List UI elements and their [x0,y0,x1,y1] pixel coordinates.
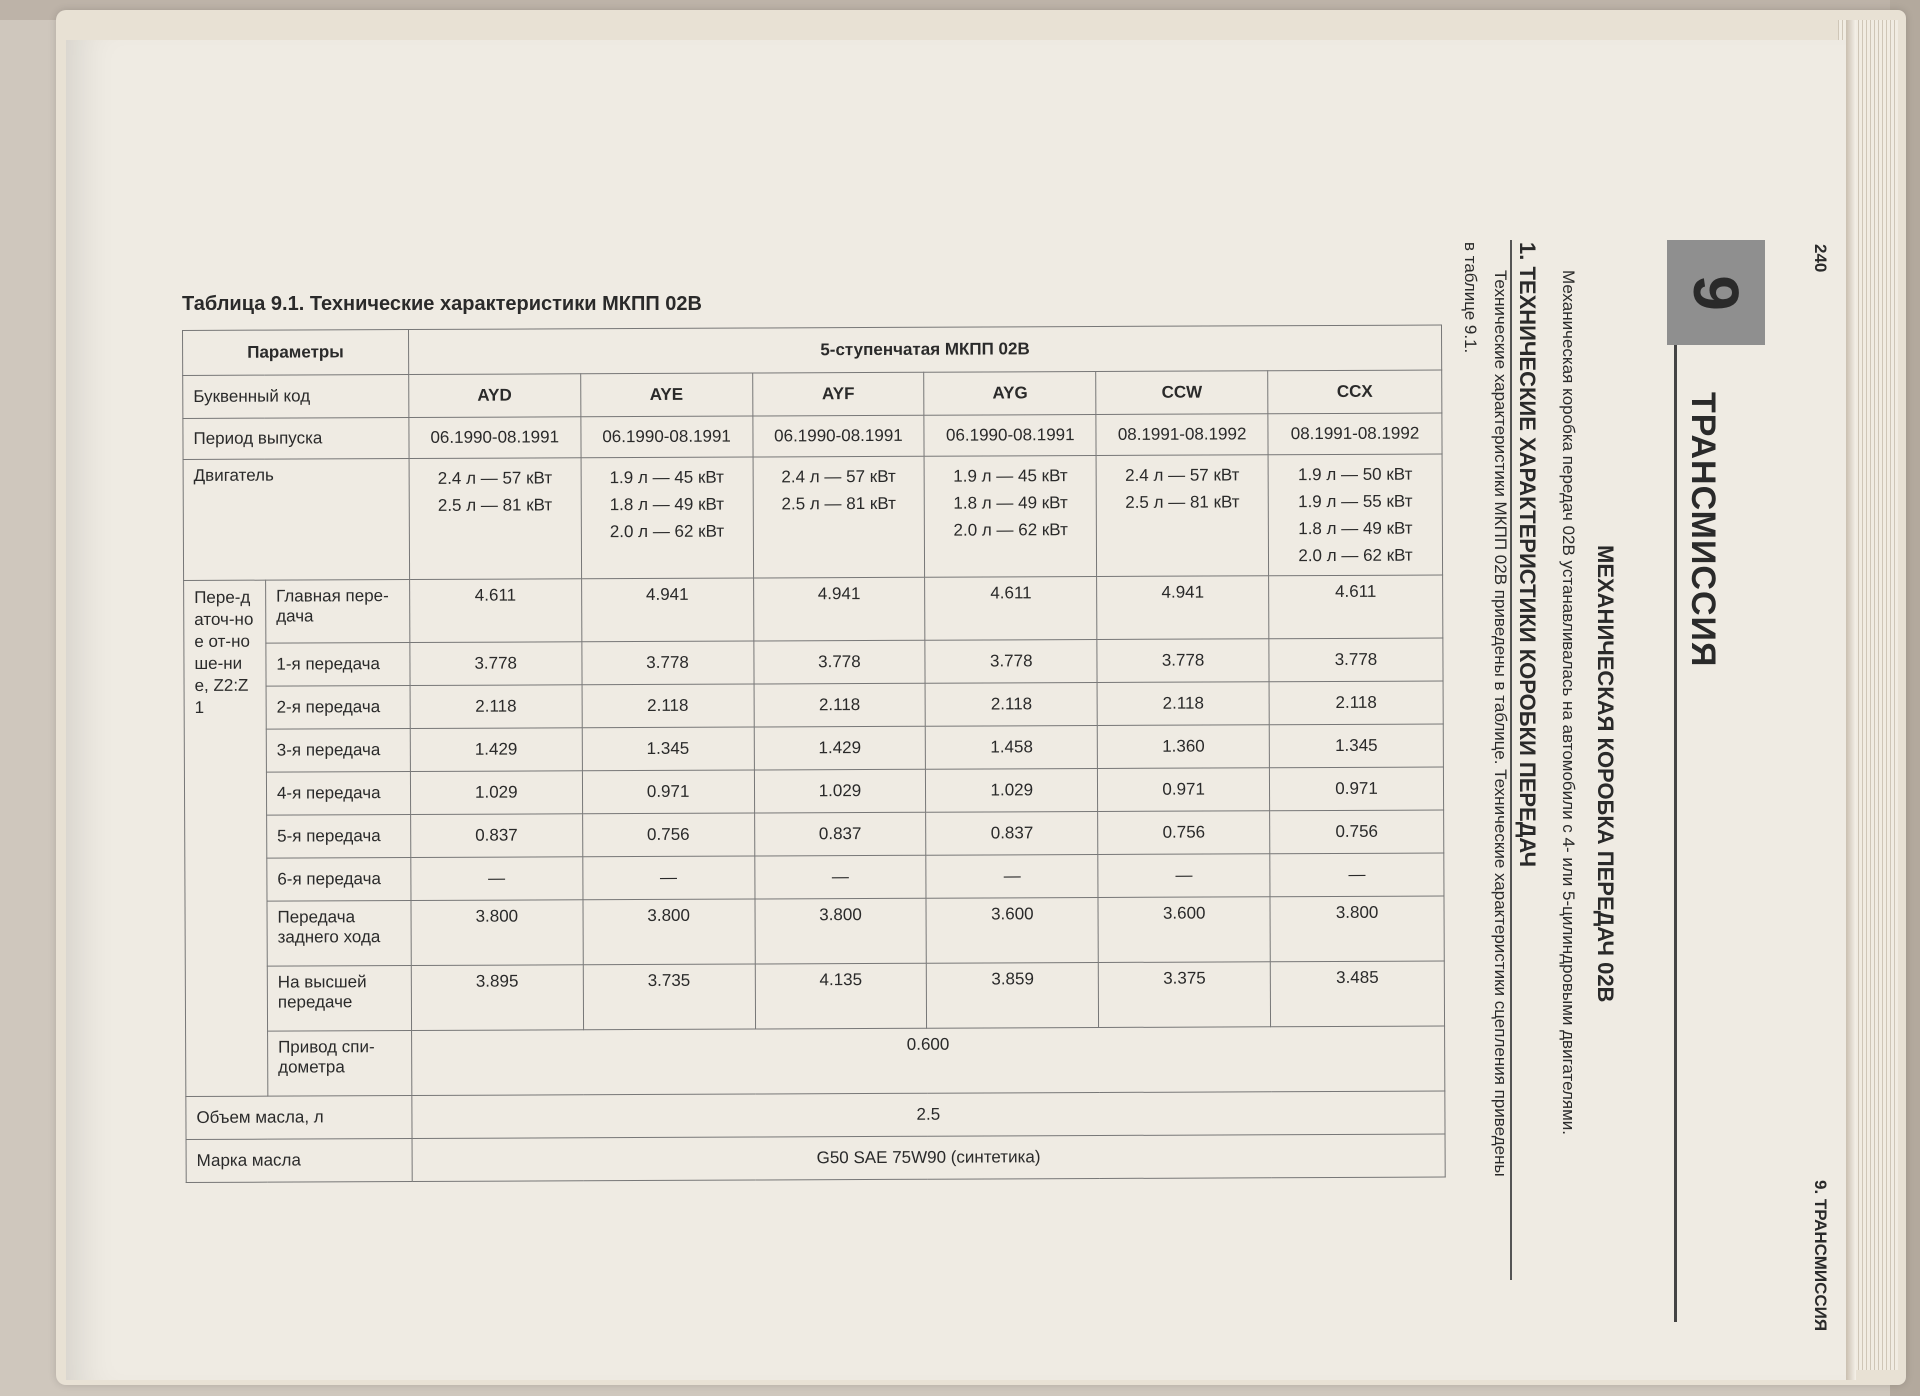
ratio-value: 1.429 [754,726,926,770]
ratio-value: 3.485 [1270,961,1444,1027]
period-cell: 08.1991-08.1992 [1096,414,1268,456]
ratio-value: 4.941 [1097,576,1269,640]
engine-line: 1.9 л — 45 кВт [953,466,1068,486]
speedo-label: Привод спи-дометра [267,1031,411,1097]
ratio-value: 2.118 [925,683,1097,727]
ratio-value: 3.600 [1098,897,1270,963]
oil-brand-row [186,1134,1445,1182]
chapter-title: ТРАНСМИССИЯ [1684,392,1722,668]
engine-cell [1096,455,1268,577]
ratio-value: 3.735 [583,964,755,1030]
speedo-row [186,1026,1445,1096]
ratio-value: 1.345 [1269,724,1443,768]
ratio-value: 3.778 [1097,639,1269,683]
ratio-value: 1.029 [410,771,582,815]
section-title: МЕХАНИЧЕСКАЯ КОРОБКА ПЕРЕДАЧ 02В [1593,545,1618,1003]
ratio-value: 1.360 [1097,725,1269,769]
ratio-value: 1.429 [410,728,582,772]
ratio-value: 0.756 [1098,811,1270,855]
ratio-value: — [1098,854,1270,898]
ratio-group-label: Пере-даточ-ное от-ноше-ние, Z2:Z1 [184,580,268,1096]
ratio-value: 2.118 [582,684,754,728]
ratio-value: 0.837 [410,814,582,858]
ratio-label: 3-я передача [266,729,410,773]
ratio-value: 3.778 [410,642,582,686]
ratio-value: 0.971 [1269,767,1443,811]
code-cell: CCW [1096,371,1268,415]
ratio-label: 1-я передача [266,643,410,687]
chapter-number-box [1667,240,1765,345]
oil-volume-row [186,1091,1445,1139]
ratio-value: 3.800 [1270,896,1444,962]
ratio-value: 0.756 [582,813,754,857]
engine-line: 2.5 л — 81 кВт [1125,492,1240,512]
ratio-value: 0.971 [1098,768,1270,812]
table-header-row [183,325,1442,375]
subsection-title: 1. ТЕХНИЧЕСКИЕ ХАРАКТЕРИСТИКИ КОРОБКИ ПЕРЕДАЧ [1515,242,1540,868]
ratio-value: 1.458 [926,726,1098,770]
ratio-value: — [754,855,926,899]
ratio-row [184,724,1443,772]
engine-line: 2.4 л — 57 кВт [437,468,553,488]
section-text: Механическая коробка передач 02В устанавливалась на автомобили с 4- или 5-цилиндровыми двигателями. [1559,270,1578,1136]
ratio-row [185,896,1444,966]
period-cell: 06.1990-08.1991 [752,415,924,457]
oil-volume-value: 2.5 [412,1091,1445,1139]
ratio-value: — [926,855,1098,899]
engine-cell [1268,454,1442,576]
ratio-value: 3.800 [583,899,755,965]
ratio-label: 5-я передача [267,815,411,859]
oil-brand-label: Марка масла [186,1139,412,1183]
spec-table [182,325,1446,1183]
ratio-row [184,575,1443,643]
engine-line: 1.9 л — 45 кВт [609,467,724,488]
engine-line: 1.8 л — 49 кВт [1298,518,1413,539]
period-cell: 06.1990-08.1991 [581,416,753,458]
ratio-value: — [411,857,583,901]
code-cell: AYG [924,372,1096,416]
ratio-value: 0.756 [1270,810,1444,854]
engine-line: 2.0 л — 62 кВт [609,521,725,542]
ratio-row [184,767,1443,815]
code-cell: AYF [752,372,924,416]
ratio-row [185,810,1444,858]
running-head: 9. ТРАНСМИССИЯ [1811,1180,1830,1332]
ratio-value: 4.941 [581,578,753,642]
engine-line: 1.8 л — 49 кВт [609,494,725,515]
subsection-rule [1510,240,1512,1280]
ratio-row [184,638,1443,686]
code-row [183,370,1442,418]
ratio-label: 4-я передача [266,772,410,816]
ratio-value: 3.778 [753,640,925,684]
ratio-label: 2-я передача [266,686,410,730]
period-cell: 06.1990-08.1991 [409,417,581,459]
ratio-label: На высшей передаче [267,966,411,1032]
ratio-value: 0.971 [582,770,754,814]
ratio-value: 2.118 [410,685,582,729]
engine-cell [409,458,581,580]
ratio-value: 1.345 [582,727,754,771]
ratio-value: 1.029 [754,769,926,813]
ratio-value: 3.895 [411,965,583,1031]
ratio-label: Передача заднего хода [267,901,411,967]
speedo-value: 0.600 [411,1026,1444,1096]
engine-cell [581,457,753,579]
ratio-value: 4.611 [1269,575,1443,639]
engine-line: 1.8 л — 49 кВт [953,493,1068,513]
table-caption: Таблица 9.1. Технические характеристики МКПП 02В [182,293,702,315]
engine-line: 2.0 л — 62 кВт [953,520,1068,540]
code-cell: AYE [580,373,752,417]
paragraph-line: в таблице 9.1. [1461,242,1480,354]
period-label: Период выпуска [183,418,409,460]
ratio-value: 3.800 [755,898,927,964]
ratio-value: 4.941 [753,577,925,641]
ratio-row [185,853,1444,901]
page-number: 240 [1811,244,1830,273]
engine-line: 2.0 л — 62 кВт [1298,545,1413,566]
ratio-label: 6-я передача [267,858,411,902]
ratio-value: 4.135 [755,963,927,1029]
ratio-value: 0.837 [926,812,1098,856]
engine-cell [924,456,1096,578]
ratio-value: 3.600 [926,898,1098,964]
period-cell: 08.1991-08.1992 [1268,413,1442,455]
page-fold [1846,20,1856,1380]
ratio-value: — [582,856,754,900]
code-label: Буквенный код [183,375,409,419]
ratio-value: 2.118 [1097,682,1269,726]
engine-line: 2.4 л — 57 кВт [1125,465,1240,485]
period-row [183,413,1442,459]
ratio-value: 0.837 [754,812,926,856]
ratio-value: — [1270,853,1444,897]
period-cell: 06.1990-08.1991 [924,415,1096,457]
engine-line: 2.5 л — 81 кВт [781,493,896,514]
ratio-value: 4.611 [925,577,1097,641]
engine-cell [753,456,925,578]
ratio-row [185,961,1444,1031]
ratio-row [184,681,1443,729]
header-rule [1674,250,1677,1322]
ratio-value: 2.118 [1269,681,1443,725]
ratio-label: Главная пере-дача [266,580,410,644]
ratio-value: 1.029 [926,769,1098,813]
ratio-value: 4.611 [409,579,581,643]
header-group: 5-ступенчатая МКПП 02В [408,325,1441,375]
oil-brand-value: G50 SAE 75W90 (синтетика) [412,1134,1445,1182]
ratio-value: 3.859 [927,963,1099,1029]
oil-volume-label: Объем масла, л [186,1096,412,1140]
header-params: Параметры [183,330,409,376]
code-cell: AYD [409,374,581,418]
chapter-number: 9 [1680,274,1752,311]
ratio-value: 3.778 [925,640,1097,684]
engine-line: 1.9 л — 55 кВт [1298,491,1413,512]
ratio-value: 3.778 [1269,638,1443,682]
paragraph-line: Технические характеристики МКПП 02В приведены в таблице. Технические характеристики сцепления приведены [1491,270,1510,1177]
ratio-value: 2.118 [754,683,926,727]
ratio-value: 3.375 [1098,962,1270,1028]
ratio-value: 3.800 [411,900,583,966]
ratio-value: 3.778 [582,641,754,685]
engine-line: 2.5 л — 81 кВт [437,495,553,515]
code-cell: CCX [1268,370,1442,414]
engine-line: 1.9 л — 50 кВт [1297,464,1413,485]
engine-row [183,454,1443,580]
engine-label: Двигатель [183,459,409,581]
engine-line: 2.4 л — 57 кВт [781,466,896,487]
